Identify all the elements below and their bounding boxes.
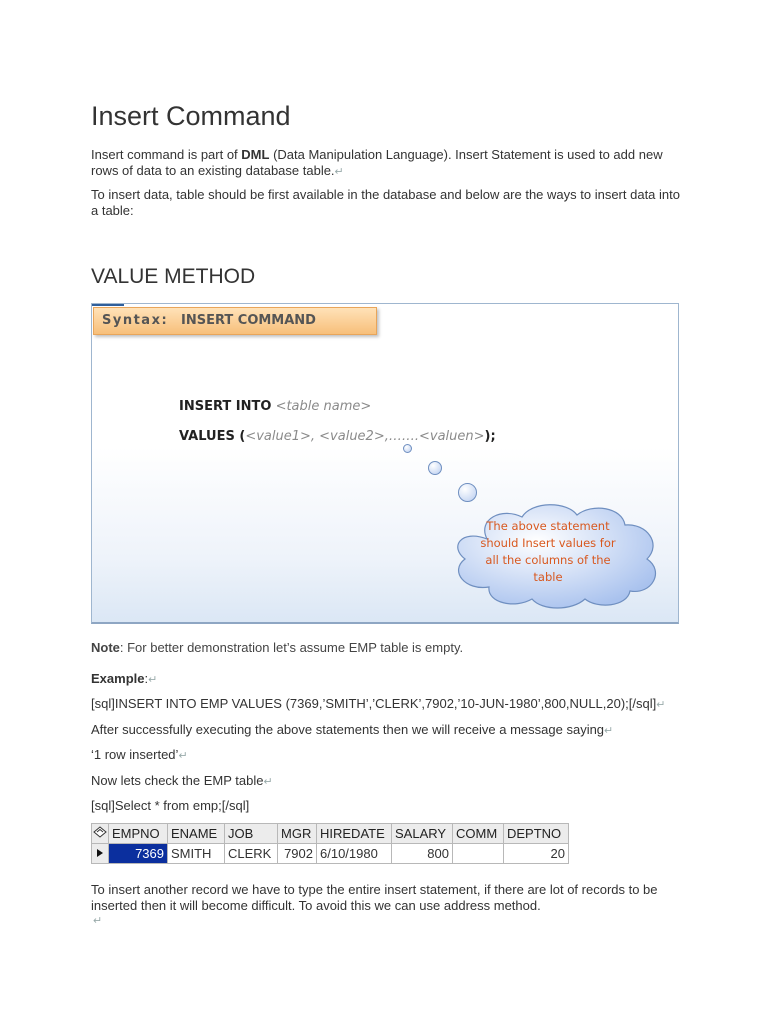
- check-table-paragraph: [91, 773, 686, 790]
- cell-salary[interactable]: 800: [392, 844, 453, 864]
- paragraph-mark: ↵: [178, 750, 188, 762]
- cloud-caption: The above statement should Insert values for all the columns of the table: [480, 519, 616, 584]
- insert-into-keyword: INSERT INTO: [179, 399, 272, 414]
- cell-ename[interactable]: SMITH: [168, 844, 225, 864]
- column-header-ename[interactable]: ENAME: [168, 824, 225, 844]
- paragraph-mark: ↵: [656, 699, 666, 711]
- outro-paragraph: To insert another record we have to type the entire insert statement, if there are lot of records to be inserted then it will become difficult. To avoid this we can use address method.: [91, 882, 658, 913]
- syntax-label: Syntax:: [102, 313, 169, 328]
- example-heading: [91, 671, 686, 688]
- intro-paragraph-1: [91, 147, 686, 180]
- note-text: : For better demonstration let’s assume EMP table is empty.: [119, 640, 464, 655]
- sql-insert-text: [sql]INSERT INTO EMP VALUES (7369,’SMITH’,’CLERK’,7902,’10-JUN-1980’,800,NULL,20);[/sql]: [91, 696, 657, 711]
- column-header-comm[interactable]: COMM: [453, 824, 504, 844]
- after-text: After successfully executing the above statements then we will receive a message saying: [91, 722, 605, 737]
- page-title: Insert Command: [91, 101, 291, 131]
- column-header-mgr[interactable]: MGR: [278, 824, 317, 844]
- values-close: );: [484, 429, 496, 444]
- note-paragraph: [91, 640, 686, 656]
- row-message: ‘1 row inserted’: [91, 747, 179, 762]
- paragraph-mark: ↵: [263, 776, 273, 788]
- sql-insert-example: [91, 696, 691, 713]
- intro-p1-before: Insert command is part of: [91, 147, 242, 162]
- row-message-paragraph: [91, 747, 686, 764]
- cell-deptno[interactable]: 20: [504, 844, 569, 864]
- check-table-text: Now lets check the EMP table: [91, 773, 264, 788]
- column-header-empno[interactable]: EMPNO: [109, 824, 168, 844]
- dml-term: DML: [241, 147, 270, 162]
- cell-mgr[interactable]: 7902: [278, 844, 317, 864]
- thought-bubble-medium: [428, 461, 442, 475]
- column-header-deptno[interactable]: DEPTNO: [504, 824, 569, 844]
- syntax-figure: [91, 303, 679, 624]
- example-label: Example: [91, 671, 145, 686]
- column-header-job[interactable]: JOB: [225, 824, 278, 844]
- thought-bubble-small: [403, 444, 412, 453]
- paragraph-mark: ↵: [604, 725, 614, 737]
- cell-job[interactable]: CLERK: [225, 844, 278, 864]
- cell-empno[interactable]: 7369: [109, 844, 168, 864]
- sql-select-example: [sql]Select * from emp;[/sql]: [91, 798, 250, 813]
- column-header-hiredate[interactable]: HIREDATE: [317, 824, 392, 844]
- intro-p1-after: (Data Manipulation Language). Insert Statement is used to add new rows of data to an existing database table.: [91, 147, 663, 178]
- section-title: VALUE METHOD: [91, 265, 256, 288]
- emp-result-grid: [91, 823, 569, 864]
- table-name-placeholder: <table name>: [275, 399, 372, 414]
- syntax-line-values: [179, 429, 496, 444]
- after-text-paragraph: [91, 722, 686, 739]
- paragraph-mark: ↵: [334, 166, 344, 178]
- cell-comm[interactable]: [453, 844, 504, 864]
- syntax-banner: [93, 307, 377, 335]
- table-row[interactable]: [92, 844, 569, 864]
- grid-corner-icon[interactable]: [92, 824, 109, 844]
- grid-header-row: [92, 824, 569, 844]
- paragraph-mark: ↵: [93, 915, 103, 927]
- intro-paragraph-2: To insert data, table should be first available in the database and below are the ways to insert data into a table:: [91, 187, 680, 218]
- syntax-line-insert: [179, 399, 371, 414]
- column-header-salary[interactable]: SALARY: [392, 824, 453, 844]
- values-placeholder: <value1>, <value2>,…….<valuen>: [245, 429, 485, 444]
- paragraph-mark: ↵: [148, 674, 158, 686]
- figure-accent-bar: [92, 304, 124, 306]
- note-label: Note: [91, 640, 120, 655]
- example-colon: :: [144, 671, 149, 686]
- values-keyword: VALUES (: [179, 429, 246, 444]
- syntax-command-name: INSERT COMMAND: [181, 313, 316, 328]
- cell-hiredate[interactable]: 6/10/1980: [317, 844, 392, 864]
- row-pointer-icon[interactable]: [92, 844, 109, 864]
